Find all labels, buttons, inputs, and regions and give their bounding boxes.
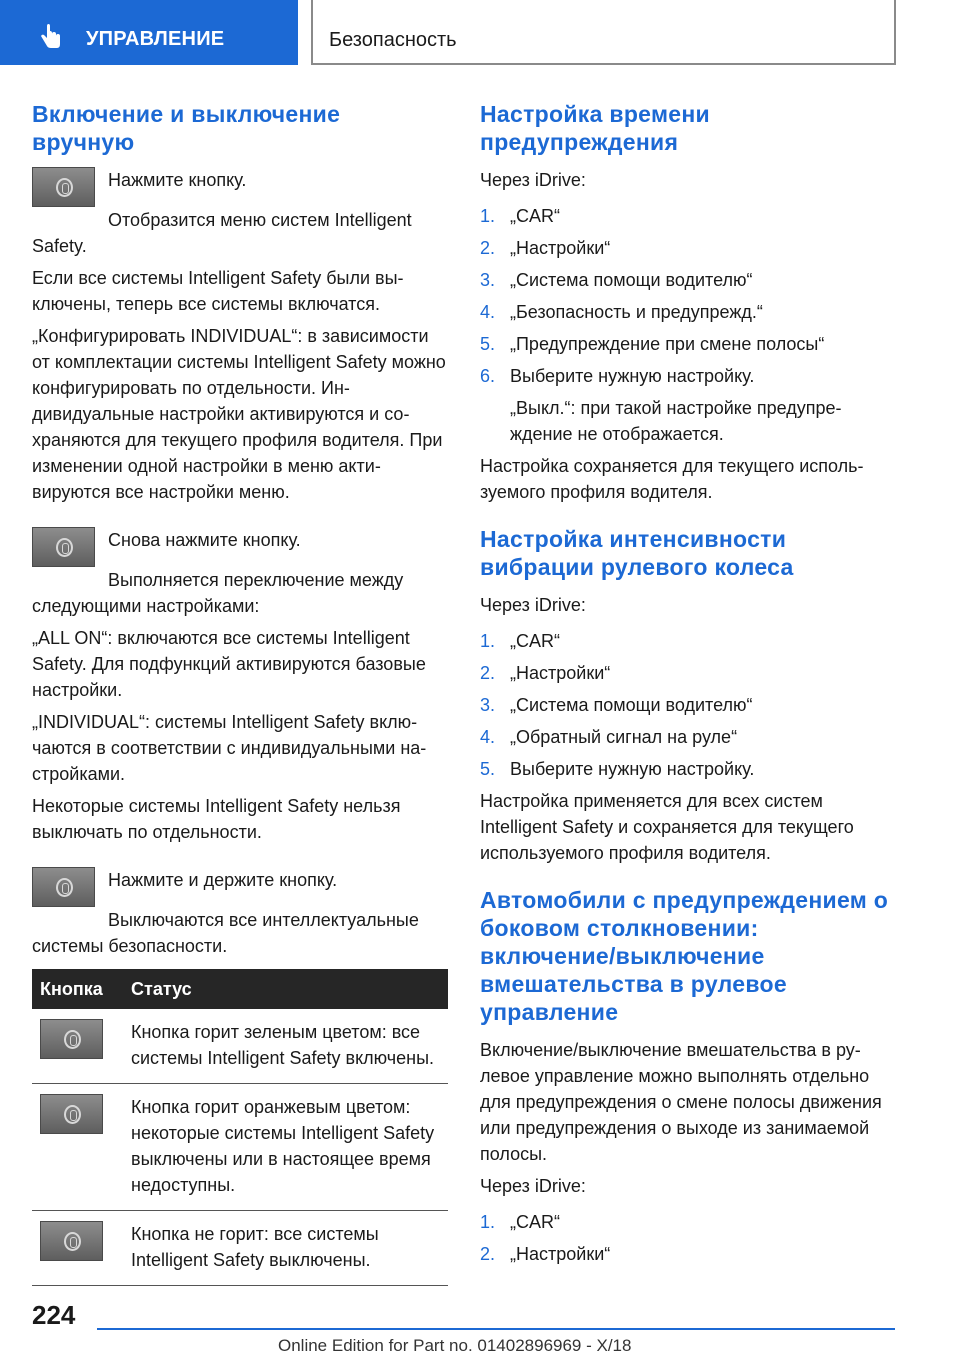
- steps-list: [480, 1209, 896, 1267]
- left-column: [32, 100, 448, 1286]
- paragraph: Если все системы Intelligent Safety были выключены, теперь все системы включатся.: [32, 268, 404, 314]
- paragraph: Настройка применяется для всех систем Intelligent Safety и сохраняется для текущего используемого профиля водителя.: [480, 791, 854, 863]
- section-heading: Включение и выключение вручную: [32, 101, 341, 155]
- button-instruction: [32, 867, 448, 911]
- paragraph: „ALL ON“: включаются все системы Intelligent Safety. Для подфункций активируются базовые настройки.: [32, 628, 426, 700]
- list-item: 6. Выберите нужную настройку.: [480, 366, 755, 386]
- instruction-text: Снова нажмите кнопку.: [108, 530, 301, 550]
- paragraph: Выключаются все интеллектуальные системы безопасности.: [32, 910, 419, 956]
- list-item: 1. „CAR“: [480, 1212, 560, 1232]
- safety-button-icon: [32, 867, 95, 907]
- paragraph: „Выкл.“: при такой настройке предупреждение не отображается.: [510, 398, 842, 444]
- steps-list: [480, 203, 896, 389]
- hand-pointer-icon: [38, 24, 64, 50]
- paragraph: „Конфигурировать INDIVIDUAL“: в зависимости от комплектации системы Intelligent Safety можно конфигурировать по отдельности. Индивидуальные настройки активируются и сохраняются для текущего профиля водителя. При изменении одной настройки в меню активируются все настройки меню.: [32, 326, 446, 502]
- safety-button-icon: [40, 1019, 103, 1059]
- instruction-text: Нажмите и держите кнопку.: [108, 870, 338, 890]
- list-item: 2. „Настройки“: [480, 1244, 611, 1264]
- list-item: 5. „Предупреждение при смене полосы“: [480, 334, 825, 354]
- status-table: [32, 969, 448, 1286]
- safety-button-icon: [40, 1221, 103, 1261]
- chapter-header: [311, 0, 896, 65]
- list-item: 1. „CAR“: [480, 631, 560, 651]
- list-item: 2. „Настройки“: [480, 663, 611, 683]
- table-cell: Кнопка горит оранжевым цветом: некоторые системы Intelligent Safety выключены или в настоящее время недоступны.: [123, 1084, 448, 1211]
- section-heading: Настройка интенсивности вибрации рулевого колеса: [480, 526, 794, 580]
- section-heading: Настройка времени предупреждения: [480, 101, 711, 155]
- list-item: 1. „CAR“: [480, 206, 560, 226]
- section-heading: Автомобили с предупреждением о боковом столкновении: включение/выключение вмешательства в рулевое управление: [480, 887, 889, 1025]
- footer-divider: [97, 1328, 895, 1330]
- paragraph: Выполняется переключение между следующими настройками:: [32, 570, 404, 616]
- edition-note: Online Edition for Part no. 01402896969 - X/18: [278, 1336, 632, 1355]
- button-instruction: [32, 167, 448, 211]
- paragraph: Через iDrive:: [480, 170, 586, 190]
- button-instruction: [32, 527, 448, 571]
- chapter-title: Безопасность: [329, 29, 457, 51]
- instruction-text: Нажмите кнопку.: [108, 170, 247, 190]
- steps-list: [480, 628, 896, 782]
- table-cell: Кнопка не горит: все системы Intelligent Safety выключены.: [123, 1211, 448, 1286]
- list-item: 3. „Система помощи водителю“: [480, 270, 753, 290]
- table-row: [32, 1009, 448, 1084]
- list-item: 3. „Система помощи водителю“: [480, 695, 753, 715]
- paragraph: Отобразится меню систем Intelligent Safety.: [32, 210, 412, 256]
- table-row: [32, 1211, 448, 1286]
- table-header-status: Статус: [123, 969, 448, 1009]
- table-header-button: Кнопка: [32, 969, 123, 1009]
- safety-button-icon: [32, 527, 95, 567]
- list-item: 4. „Безопасность и предупрежд.“: [480, 302, 763, 322]
- list-item: 2. „Настройки“: [480, 238, 611, 258]
- paragraph: Настройка сохраняется для текущего используемого профиля водителя.: [480, 456, 864, 502]
- section-tab[interactable]: [0, 0, 298, 65]
- page-number: 224: [32, 1300, 76, 1330]
- safety-button-icon: [40, 1094, 103, 1134]
- list-item: 5. Выберите нужную настройку.: [480, 759, 755, 779]
- list-item: 4. „Обратный сигнал на руле“: [480, 727, 738, 747]
- safety-button-icon: [32, 167, 95, 207]
- paragraph: „INDIVIDUAL“: системы Intelligent Safety включаются в соответствии с индивидуальными настройками.: [32, 712, 427, 784]
- paragraph: Через iDrive:: [480, 1176, 586, 1196]
- paragraph: Некоторые системы Intelligent Safety нельзя выключать по отдельности.: [32, 796, 401, 842]
- table-row: [32, 1084, 448, 1211]
- right-column: [480, 100, 896, 1273]
- section-label: УПРАВЛЕНИЕ: [86, 28, 225, 50]
- table-cell: Кнопка горит зеленым цветом: все системы Intelligent Safety включены.: [123, 1009, 448, 1084]
- paragraph: Включение/выключение вмешательства в рулевое управление можно выполнять отдельно для предупреждения о смене полосы движения или предупреждения о выходе из занимаемой полосы.: [480, 1040, 882, 1164]
- paragraph: Через iDrive:: [480, 595, 586, 615]
